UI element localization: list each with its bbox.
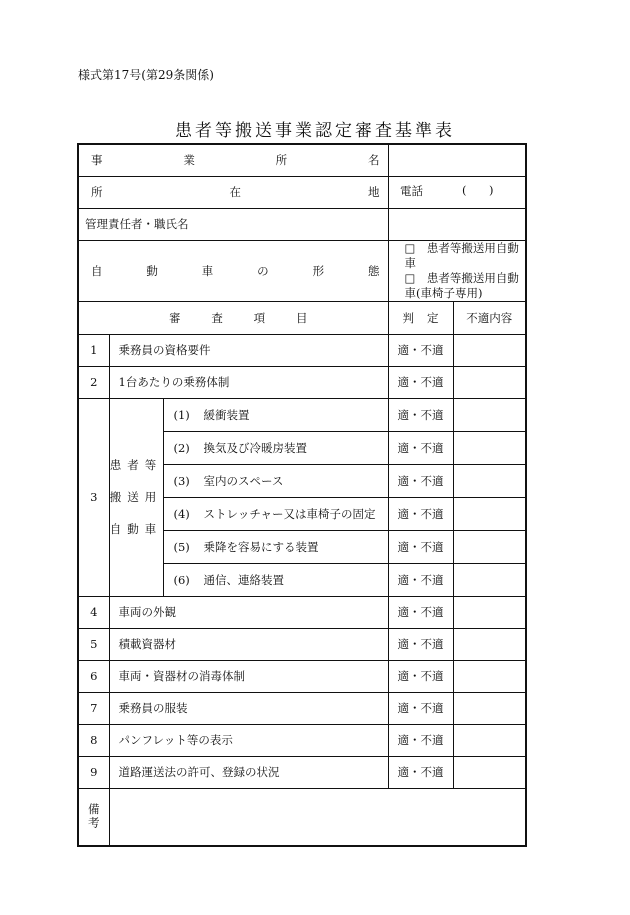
- manager-label: 管理責任者・職氏名: [78, 208, 388, 240]
- nonconformity-cell[interactable]: [453, 724, 526, 756]
- office-name-row: [78, 144, 526, 176]
- item-label: 乗務員の資格要件: [109, 334, 388, 366]
- header-nonconformity: 不適内容: [453, 301, 526, 334]
- office-name-field[interactable]: [388, 144, 526, 176]
- judge-cell[interactable]: 適・不適: [388, 563, 453, 596]
- nonconformity-cell[interactable]: [453, 398, 526, 431]
- item-label: 車両の外観: [109, 596, 388, 628]
- item-number: 3: [78, 398, 109, 596]
- phone-label: 電話: [400, 184, 423, 198]
- phone-paren-open: (: [462, 183, 467, 197]
- vehicle-type-row: [78, 240, 526, 301]
- remarks-label: 備考: [78, 788, 109, 846]
- vehicle-type-label: 自 動 車 の 形 態: [78, 240, 388, 301]
- item-number: 5: [78, 628, 109, 660]
- header-row: [78, 301, 526, 334]
- document-title: 患者等搬送事業認定審査基準表: [175, 121, 455, 141]
- sub-item-label: (5) 乗降を容易にする装置: [163, 530, 388, 563]
- nonconformity-cell[interactable]: [453, 530, 526, 563]
- sub-item-label: (6) 通信、連絡装置: [163, 563, 388, 596]
- header-items: 審 査 項 目: [78, 301, 388, 334]
- manager-field[interactable]: [388, 208, 526, 240]
- item-label: 車両・資器材の消毒体制: [109, 660, 388, 692]
- manager-row: [78, 208, 526, 240]
- item-row: [78, 660, 526, 692]
- item-row: [78, 334, 526, 366]
- sub-item-label: (2) 換気及び冷暖房装置: [163, 431, 388, 464]
- nonconformity-cell[interactable]: [453, 596, 526, 628]
- item-label: 積載資器材: [109, 628, 388, 660]
- judge-cell[interactable]: 適・不適: [388, 596, 453, 628]
- judge-cell[interactable]: 適・不適: [388, 628, 453, 660]
- vehicle-type-options: [388, 240, 526, 301]
- judge-cell[interactable]: 適・不適: [388, 497, 453, 530]
- nonconformity-cell[interactable]: [453, 660, 526, 692]
- judge-cell[interactable]: 適・不適: [388, 692, 453, 724]
- item-number: 1: [78, 334, 109, 366]
- nonconformity-cell[interactable]: [453, 756, 526, 788]
- item-label: パンフレット等の表示: [109, 724, 388, 756]
- item-label: 乗務員の服装: [109, 692, 388, 724]
- nonconformity-cell[interactable]: [453, 692, 526, 724]
- item-number: 6: [78, 660, 109, 692]
- nonconformity-cell[interactable]: [453, 464, 526, 497]
- judge-cell[interactable]: 適・不適: [388, 398, 453, 431]
- nonconformity-cell[interactable]: [453, 431, 526, 464]
- item-row: [78, 366, 526, 398]
- phone-paren-close: ): [489, 183, 494, 197]
- judge-cell[interactable]: 適・不適: [388, 756, 453, 788]
- vehicle-option-wheelchair[interactable]: □ 患者等搬送用自動車(車椅子専用): [404, 270, 519, 300]
- vehicle-option-standard[interactable]: □ 患者等搬送用自動車: [404, 240, 519, 270]
- item-row: [78, 724, 526, 756]
- remarks-row: [78, 788, 526, 846]
- judge-cell[interactable]: 適・不適: [388, 334, 453, 366]
- nonconformity-cell[interactable]: [453, 334, 526, 366]
- sub-item-label: (4) ストレッチャー又は車椅子の固定: [163, 497, 388, 530]
- location-row: [78, 176, 526, 208]
- item-row: [78, 596, 526, 628]
- nonconformity-cell[interactable]: [453, 628, 526, 660]
- judge-cell[interactable]: 適・不適: [388, 464, 453, 497]
- sub-item-row: [78, 398, 526, 431]
- location-label: 所 在 地: [78, 176, 388, 208]
- item-number: 8: [78, 724, 109, 756]
- item-row: [78, 692, 526, 724]
- item-number: 9: [78, 756, 109, 788]
- item-label: 道路運送法の許可、登録の状況: [109, 756, 388, 788]
- nonconformity-cell[interactable]: [453, 563, 526, 596]
- sub-item-label: (1) 緩衝装置: [163, 398, 388, 431]
- item-number: 7: [78, 692, 109, 724]
- item-label: 1台あたりの乗務体制: [109, 366, 388, 398]
- item-number: 4: [78, 596, 109, 628]
- header-judgement: 判 定: [388, 301, 453, 334]
- item-row: [78, 628, 526, 660]
- nonconformity-cell[interactable]: [453, 497, 526, 530]
- judge-cell[interactable]: 適・不適: [388, 366, 453, 398]
- form-number: 様式第17号(第29条関係): [78, 68, 214, 82]
- remarks-field[interactable]: [109, 788, 526, 846]
- item-number: 2: [78, 366, 109, 398]
- sub-item-label: (3) 室内のスペース: [163, 464, 388, 497]
- judge-cell[interactable]: 適・不適: [388, 530, 453, 563]
- nonconformity-cell[interactable]: [453, 366, 526, 398]
- judge-cell[interactable]: 適・不適: [388, 431, 453, 464]
- review-standards-table: [77, 143, 527, 847]
- item-row: [78, 756, 526, 788]
- judge-cell[interactable]: 適・不適: [388, 724, 453, 756]
- judge-cell[interactable]: 適・不適: [388, 660, 453, 692]
- vehicle-group-label: 患者等 搬送用 自動車: [109, 398, 163, 596]
- office-name-label: 事 業 所 名: [78, 144, 388, 176]
